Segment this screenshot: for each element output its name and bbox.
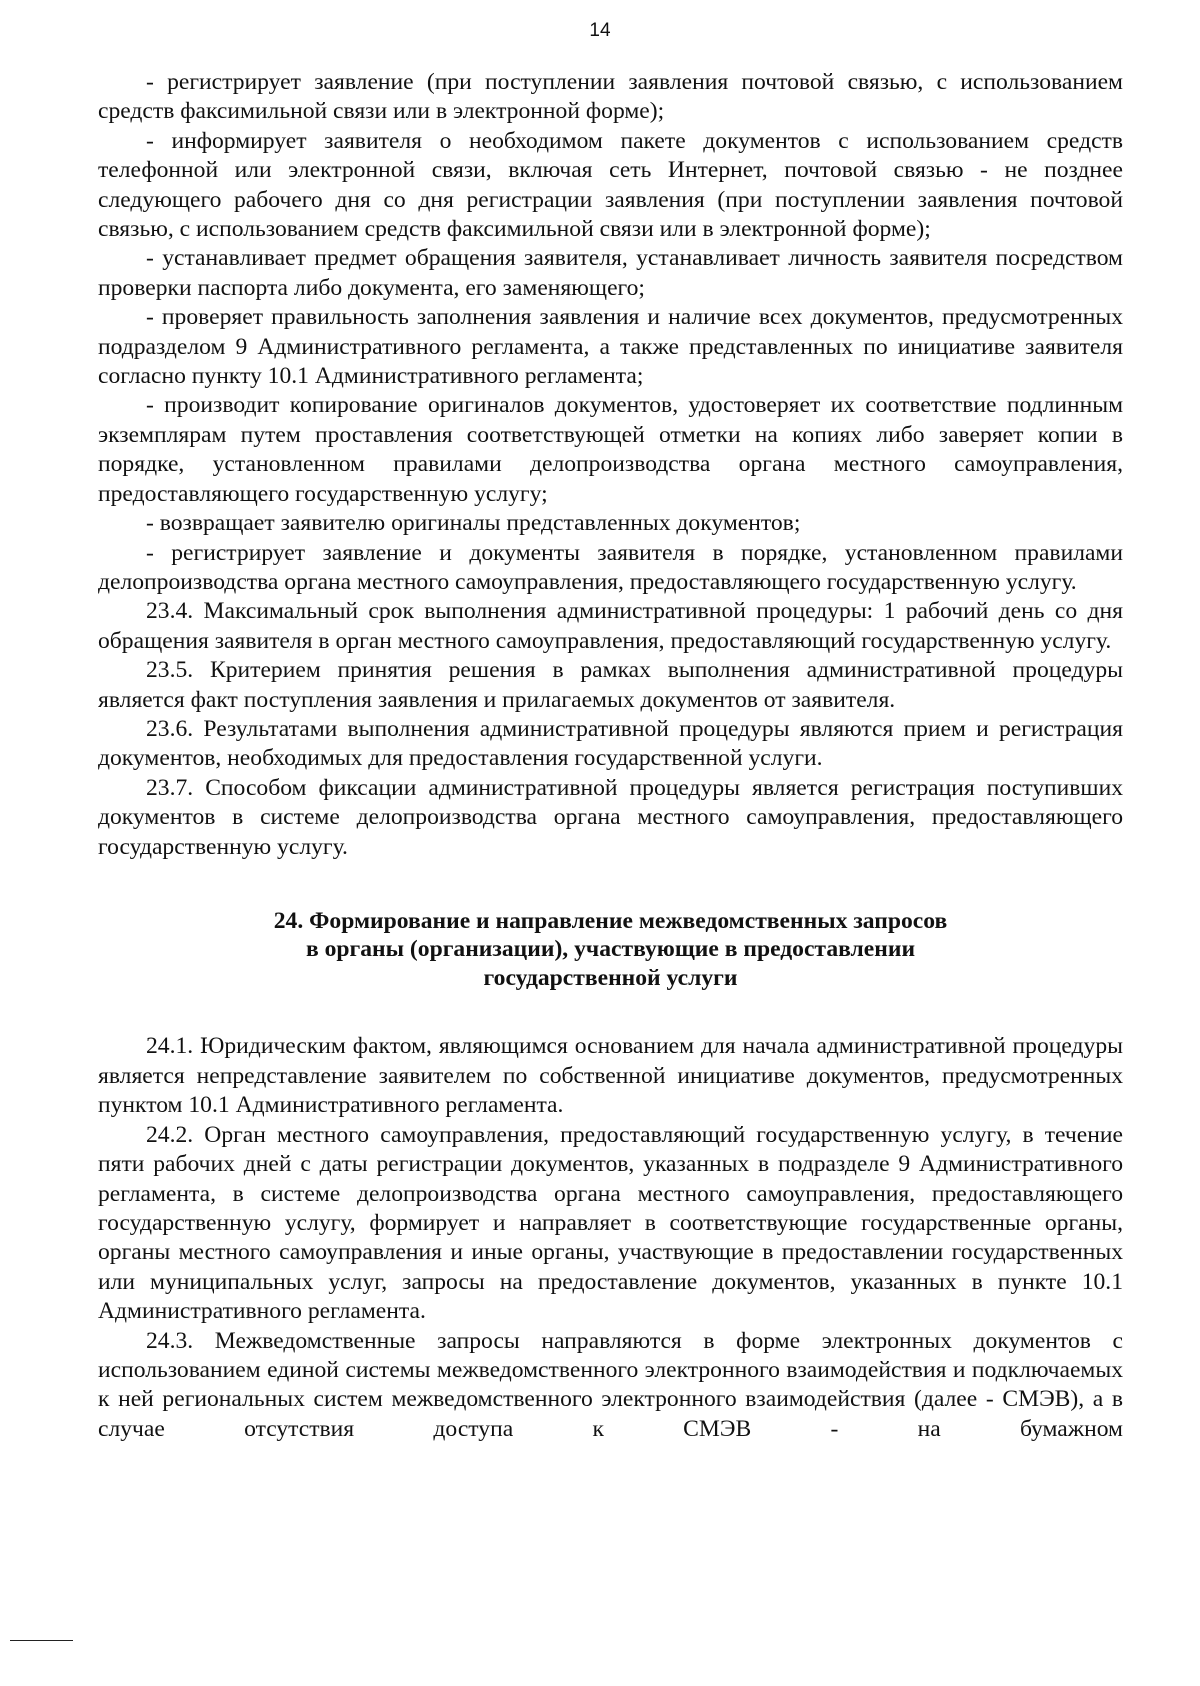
- paragraph-24-2: 24.2. Орган местного самоуправления, предоставляющий государственную услугу, в течение пяти рабочих дней с даты регистрации документов, указанных в подразделе 9 Административного регламента, в системе делопроизводства органа местного самоуправления, предоставляющего государственную услугу, формирует и направляет в соответствующие государственные органы, органы местного самоуправления и иные органы, участвующие в предоставлении государственных или муниципальных услуг, запросы на предоставление документов, указанных в пункте 10.1 Административного регламента.: [98, 1121, 1123, 1325]
- footer-divider: [10, 1640, 73, 1641]
- section-heading-line-1: 24. Формирование и направление межведомственных запросов: [273, 907, 948, 934]
- paragraph-establish-identity: - устанавливает предмет обращения заявителя, устанавливает личность заявителя посредством проверки паспорта либо документа, его заменяющего;: [98, 245, 1123, 301]
- paragraph-register-application: - регистрирует заявление (при поступлении заявления почтовой связью, с использованием средств факсимильной связи или в электронной форме);: [98, 69, 1123, 125]
- paragraph-23-5: 23.5. Критерием принятия решения в рамках выполнения административной процедуры является факт поступления заявления и прилагаемых документов от заявителя.: [98, 657, 1123, 713]
- page-number: 14: [589, 20, 611, 41]
- paragraph-23-4: 23.4. Максимальный срок выполнения административной процедуры: 1 рабочий день со дня обращения заявителя в орган местного самоуправления, предоставляющий государственную услугу.: [98, 598, 1123, 654]
- section-heading-line-2: в органы (организации), участвующие в предоставлении: [305, 936, 916, 963]
- section-heading-line-3: государственной услуги: [483, 964, 738, 991]
- paragraph-check-documents: - проверяет правильность заполнения заявления и наличие всех документов, предусмотренных подразделом 9 Административного регламента, а также представленных по инициативе заявителя согласно пункту 10.1 Административного регламента;: [98, 304, 1123, 390]
- paragraph-return-originals: - возвращает заявителю оригиналы представленных документов;: [146, 510, 801, 537]
- paragraph-register-documents: - регистрирует заявление и документы заявителя в порядке, установленном правилами делопроизводства органа местного самоуправления, предоставляющего государственную услугу.: [98, 539, 1123, 595]
- paragraph-23-7: 23.7. Способом фиксации административной процедуры является регистрация поступивших документов в системе делопроизводства органа местного самоуправления, предоставляющего государственную услугу.: [98, 774, 1123, 860]
- paragraph-23-6: 23.6. Результатами выполнения административной процедуры являются прием и регистрация документов, необходимых для предоставления государственной услуги.: [98, 715, 1123, 772]
- document-body: [98, 68, 1123, 1444]
- paragraph-copy-originals: - производит копирование оригиналов документов, удостоверяет их соответствие подлинным экземплярам путем проставления соответствующей отметки на копиях либо заверяет копии в порядке, установленном правилами делопроизводства органа местного самоуправления, предоставляющего государственную услугу;: [98, 392, 1123, 507]
- paragraph-24-1: 24.1. Юридическим фактом, являющимся основанием для начала административной процедуры является непредставление заявителем по собственной инициативе документов, предусмотренных пунктом 10.1 Административного регламента.: [98, 1033, 1123, 1119]
- paragraph-inform-applicant: - информирует заявителя о необходимом пакете документов с использованием средств телефонной или электронной связи, включая сеть Интернет, почтовой связью - не позднее следующего рабочего дня со дня регистрации заявления (при поступлении заявления почтовой связью, с использованием средств факсимильной связи или в электронной форме);: [98, 127, 1123, 243]
- paragraph-24-3: 24.3. Межведомственные запросы направляются в форме электронных документов с использованием единой системы межведомственного электронного взаимодействия и подключаемых к ней региональных систем межведомственного электронного взаимодействия (далее - СМЭВ), а в случае отсутствия доступа к СМЭВ - на бумажном: [98, 1327, 1123, 1442]
- section-heading-24: [98, 907, 1123, 993]
